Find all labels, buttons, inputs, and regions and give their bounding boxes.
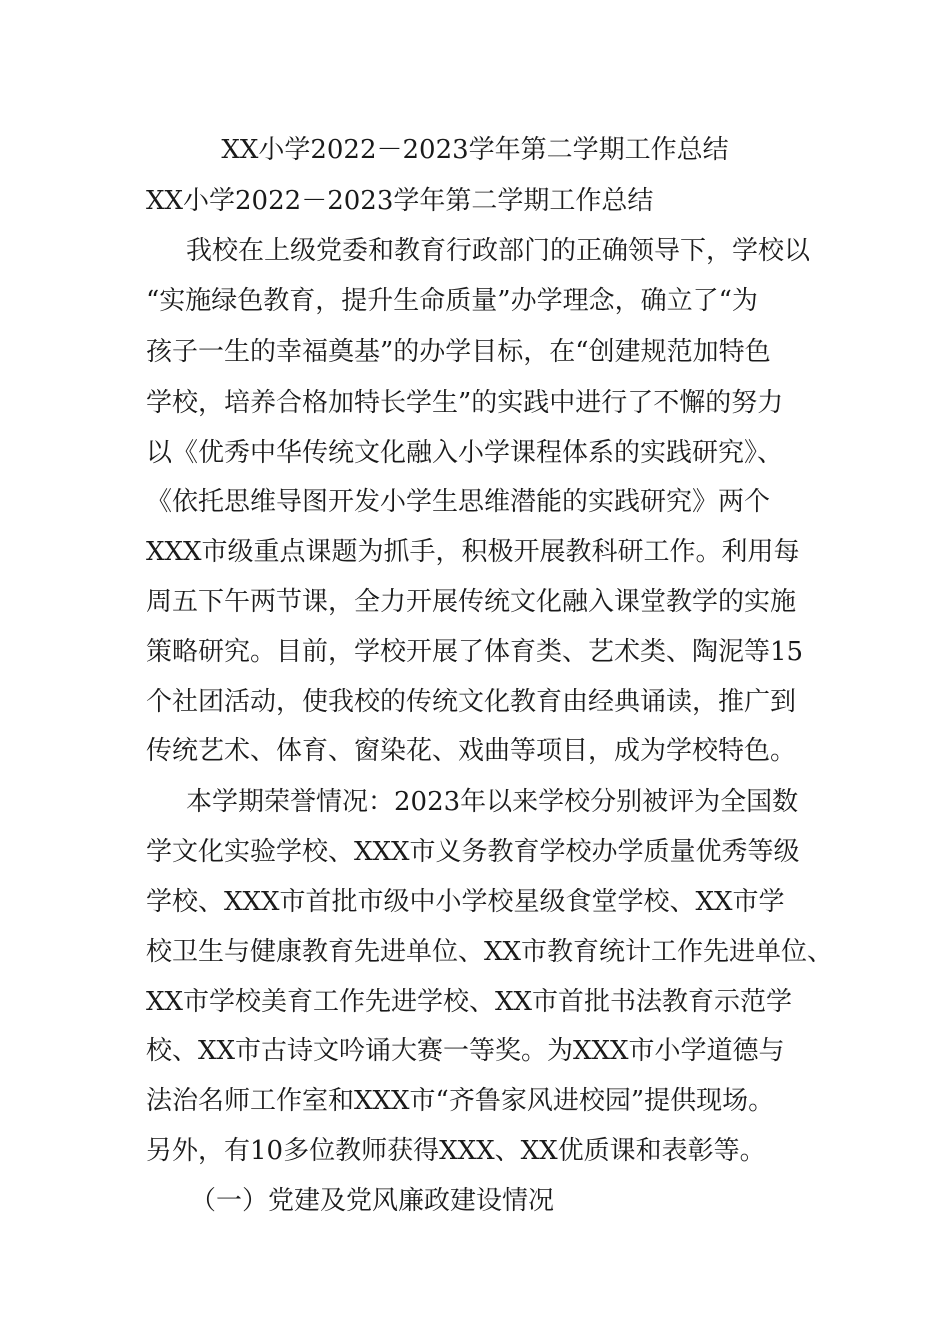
paragraph-1-line: 策略研究。目前，学校开展了体育类、艺术类、陶泥等15 — [146, 637, 804, 667]
paragraph-1-line: XXX市级重点课题为抓手，积极开展教科研工作。利用每 — [146, 537, 800, 567]
paragraph-1-line: 以《优秀中华传统文化融入小学课程体系的实践研究》、 — [146, 438, 784, 468]
paragraph-1-line: 个社团活动，使我校的传统文化教育由经典诵读，推广到 — [146, 687, 797, 717]
paragraph-1-line: 我校在上级党委和教育行政部门的正确领导下，学校以 — [186, 236, 811, 266]
paragraph-2-line: 学校、XXX市首批市级中小学校星级食堂学校、XX市学 — [146, 887, 785, 917]
paragraph-2-line: 校、XX市古诗文吟诵大赛一等奖。为XXX市小学道德与 — [146, 1036, 785, 1066]
paragraph-2-line: 法治名师工作室和XXX市“齐鲁家风进校园”提供现场。 — [146, 1086, 775, 1116]
paragraph-2-line: 本学期荣誉情况：2023年以来学校分别被评为全国数 — [186, 787, 799, 817]
document-title-centered: XX小学2022－2023学年第二学期工作总结 — [221, 135, 729, 165]
paragraph-1-line: 传统艺术、体育、窗染花、戏曲等项目，成为学校特色。 — [146, 736, 797, 766]
paragraph-2-line: XX市学校美育工作先进学校、XX市首批书法教育示范学 — [146, 987, 793, 1017]
paragraph-1-line: 周五下午两节课，全力开展传统文化融入课堂教学的实施 — [146, 587, 797, 617]
paragraph-1-line: 《依托思维导图开发小学生思维潜能的实践研究》两个 — [146, 487, 771, 517]
paragraph-2-line: 校卫生与健康教育先进单位、XX市教育统计工作先进单位、 — [146, 937, 834, 967]
paragraph-1-line: 孩子一生的幸福奠基”的办学目标，在“创建规范加特色 — [146, 337, 771, 367]
paragraph-1-line: “实施绿色教育，提升生命质量”办学理念，确立了“为 — [146, 286, 758, 316]
paragraph-1-line: 学校，培养合格加特长学生”的实践中进行了不懈的努力 — [146, 388, 784, 418]
document-title-left: XX小学2022－2023学年第二学期工作总结 — [146, 186, 654, 216]
paragraph-2-line: 学文化实验学校、XXX市义务教育学校办学质量优秀等级 — [146, 837, 800, 867]
paragraph-2-line: 另外，有10多位教师获得XXX、XX优质课和表彰等。 — [146, 1136, 766, 1166]
section-heading: （一）党建及党风廉政建设情况 — [190, 1186, 555, 1216]
